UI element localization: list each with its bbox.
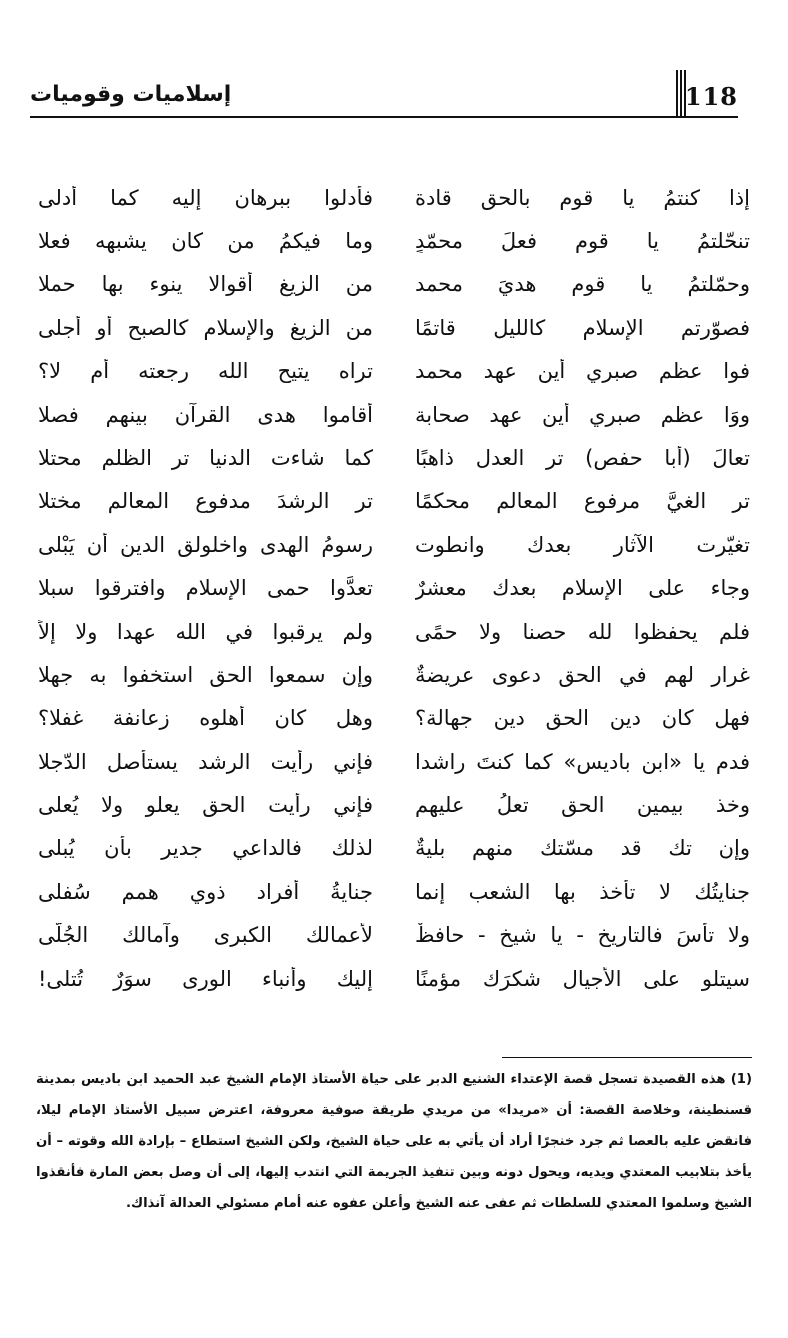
running-title: إسلاميات وقوميات xyxy=(30,82,232,107)
hemistich-first: فصوّرتم الإسلام كالليل قاتمًا xyxy=(415,315,750,340)
hemistich-first: وجاء على الإسلام بعدك معشرٌ xyxy=(415,576,750,601)
hemistich-second: جنايةُ أفراد ذوي همم سُفلى xyxy=(38,879,373,904)
hemistich-first: جنايتُك لا تأخذ بها الشعب إنما xyxy=(415,879,750,904)
poem-verse xyxy=(38,436,750,479)
hemistich-second: كما شاءت الدنيا تر الظلم محتلا xyxy=(38,445,373,470)
poem-verse xyxy=(38,306,750,349)
poem-verse xyxy=(38,567,750,610)
hemistich-second: أقاموا هدى القرآن بينهم فصلا xyxy=(38,402,373,427)
hemistich-second: فإني رأيت الحق يعلو ولا يُعلى xyxy=(38,793,373,818)
footnote: (1) هذه القصيدة تسجل قصة الإعتداء الشنيع الدبر على حياة الأستاذ الإمام الشيخ عبد الحميد ابن باديس بمدينة قسنطينة، وخلاصة القصة: أن «مريدا» من مريدي طريقة صوفية معروفة، اعترض سبيل الأستاذ الإمام ليلا، فانقض عليه بالعصا ثم جرد خنجرًا أراد أن يأتي به على حياة الشيخ، ولكن الشيخ استطاع – بإرادة الله وقوته – أن يأخذ بتلابيب المعتدي ويديه، ويحول دونه وبين تنفيذ الجريمة التي انتدب إليها، إلى أن وصل بعض المارة فأنقذوا الشيخ وسلموا المعتدي للسلطات ثم عفى عنه الشيخ وأعلن عفوه عنه أمام مسئولي العدالة آنذاك. xyxy=(36,1072,752,1211)
header-ornament-bars xyxy=(676,70,686,116)
hemistich-second: لأعمالك الكبرى وآمالك الجُلّى xyxy=(38,923,373,948)
hemistich-second: رسومُ الهدى واخلولق الدين أن يَبْلى xyxy=(38,532,373,557)
footnote-separator xyxy=(502,1057,752,1058)
poem-verse xyxy=(38,827,750,870)
poem-verse xyxy=(38,219,750,262)
hemistich-second: إليك وأنباء الورى سوَرٌ تُتلى! xyxy=(38,966,373,991)
hemistich-first: فدم يا «ابن باديسٍ» كما كنتَ راشدا xyxy=(415,749,750,774)
page-header xyxy=(30,70,738,116)
poem-verse xyxy=(38,610,750,653)
hemistich-first: وإن تك قد مسّتك منهم بليةٌ xyxy=(415,836,750,861)
poem xyxy=(38,176,750,1000)
poem-verse xyxy=(38,870,750,913)
poem-verse xyxy=(38,957,750,1000)
hemistich-first: فلم يحفظوا لله حصنا ولا حمًى xyxy=(415,619,750,644)
header-rule xyxy=(30,116,738,118)
hemistich-first: غرار لهم في الحق دعوى عريضةٌ xyxy=(415,662,750,687)
poem-verse xyxy=(38,523,750,566)
hemistich-first: تعالَ (أبا حفص) تر العدل ذاهبًا xyxy=(415,445,750,470)
hemistich-first: إذا كنتمُ يا قوم بالحق قادة xyxy=(415,185,750,210)
hemistich-second: لذلك فالداعي جدير بأن يُبلى xyxy=(38,836,373,861)
poem-verse xyxy=(38,740,750,783)
hemistich-first: ولا تأسَ فالتاريخ - يا شيخ - حافظٌ xyxy=(415,923,750,948)
hemistich-first: وحمّلتمُ يا قوم هديَ محمد xyxy=(415,272,750,297)
hemistich-second: من الزيغ أقوالا ينوء بها حملا xyxy=(38,272,373,297)
poem-verse xyxy=(38,697,750,740)
poem-verse xyxy=(38,783,750,826)
poem-verse xyxy=(38,653,750,696)
hemistich-second: وهل كان أهلوه زعانفة غفلا؟ xyxy=(38,706,373,731)
hemistich-second: وما فيكمُ من كان يشبهه فعلا xyxy=(38,229,373,254)
hemistich-second: وإن سمعوا الحق استخفوا به جهلا xyxy=(38,662,373,687)
poem-verse xyxy=(38,914,750,957)
hemistich-first: فهل كان دين الحق دين جهالة؟ xyxy=(415,706,750,731)
hemistich-second: من الزيغ والإسلام كالصبح أو أجلى xyxy=(38,315,373,340)
hemistich-second: تر الرشدَ مدفوع المعالم مختلا xyxy=(38,489,373,514)
hemistich-first: تر الغيَّ مرفوع المعالم محكمًا xyxy=(415,489,750,514)
hemistich-second: فأدلوا ببرهان إليه كما أدلى xyxy=(38,185,373,210)
hemistich-second: تعدَّوا حمى الإسلام وافترقوا سبلا xyxy=(38,576,373,601)
hemistich-second: تراه يتيح الله رجعته أم لا؟ xyxy=(38,359,373,384)
hemistich-first: تنحّلتمُ يا قوم فعلَ محمّدٍ xyxy=(415,229,750,254)
hemistich-second: فإني رأيت الرشد يستأصل الدّجلا xyxy=(38,749,373,774)
hemistich-first: فوا عظم صبري أين عهد محمد xyxy=(415,359,750,384)
poem-verse xyxy=(38,480,750,523)
poem-verse xyxy=(38,393,750,436)
page-number: 118 xyxy=(684,82,738,111)
poem-verse xyxy=(38,350,750,393)
hemistich-first: ووَا عظم صبري أين عهد صحابة xyxy=(415,402,750,427)
hemistich-first: سيتلو على الأجيال شكرَك مؤمنًا xyxy=(415,966,750,991)
hemistich-second: ولم يرقبوا في الله عهدا ولا إلاً xyxy=(38,619,373,644)
poem-verse xyxy=(38,176,750,219)
hemistich-first: وخذ بيمين الحق تعلُ عليهم xyxy=(415,793,750,818)
poem-verse xyxy=(38,263,750,306)
hemistich-first: تغيّرت الآثار بعدك وانطوت xyxy=(415,532,750,557)
